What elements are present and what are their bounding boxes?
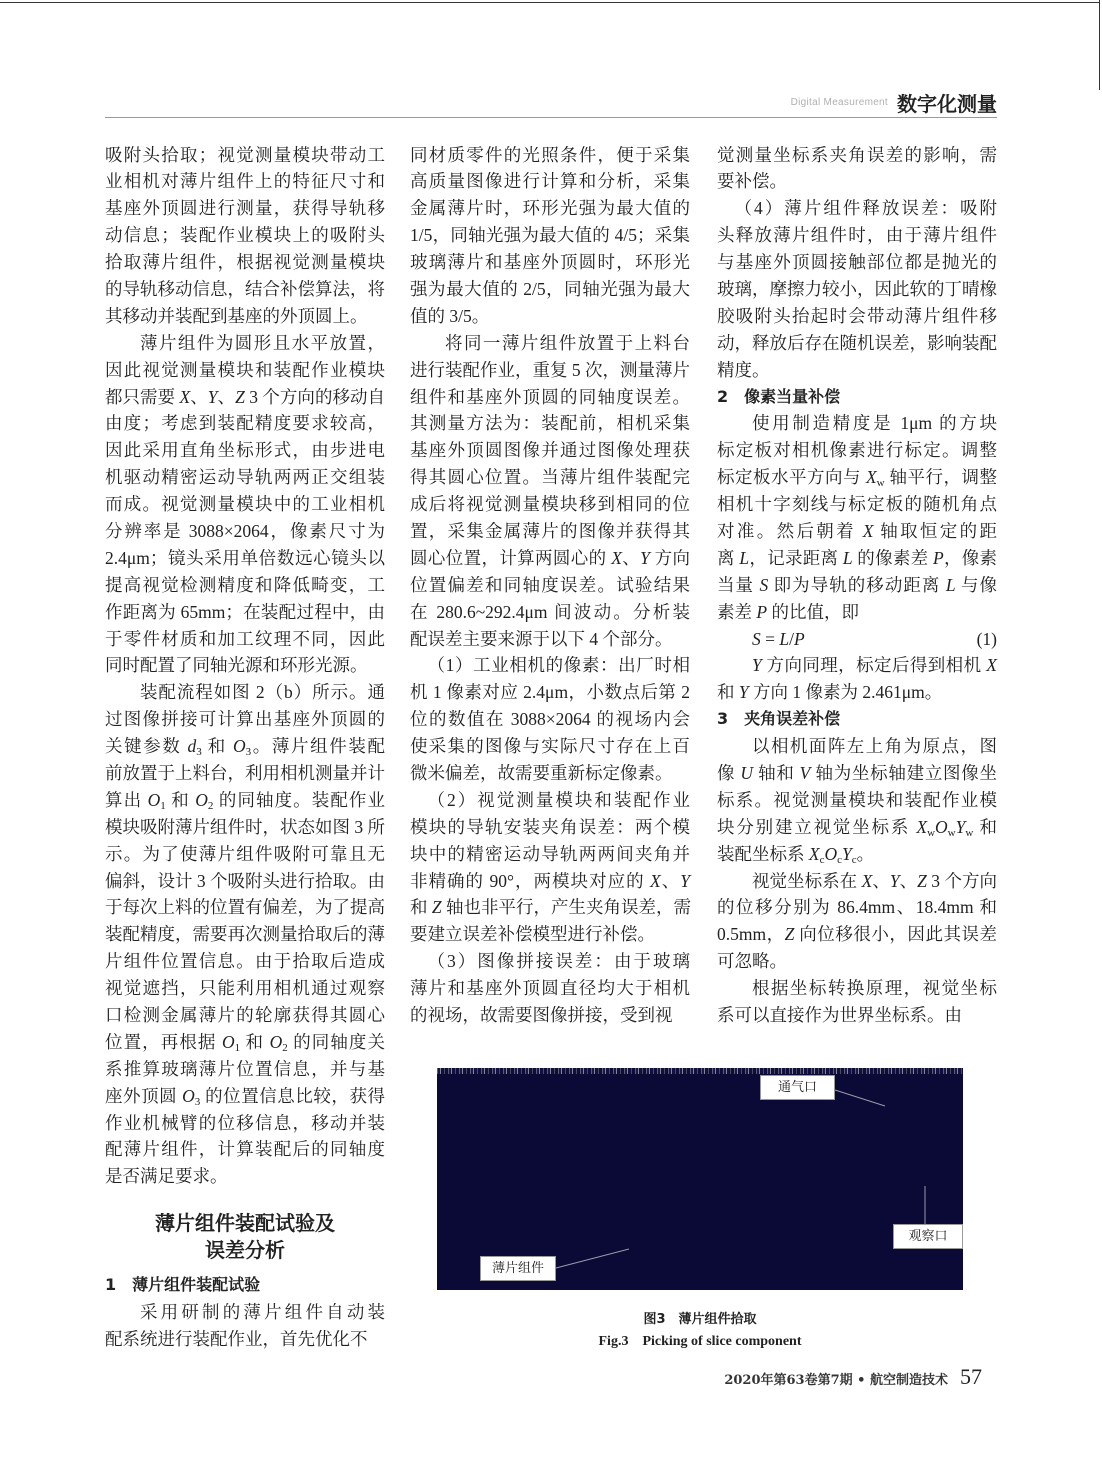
text-line: 要补偿。 <box>717 171 787 192</box>
subscript: 2 <box>282 1041 288 1054</box>
text-line: 示。为了使薄片组件吸附可靠且无 <box>105 843 385 864</box>
text-line: 玻璃薄片和基座外顶圆时，环形光 <box>410 252 690 273</box>
text-line: 精度。 <box>717 359 770 380</box>
text-line <box>105 733 385 760</box>
subscript: c <box>837 853 842 866</box>
text-run: 的同轴度关 <box>287 1031 386 1052</box>
text-line: 业相机对薄片组件上的特征尺寸和 <box>105 171 385 192</box>
subscript: w <box>965 826 974 839</box>
section-name-english: Digital Measurement <box>790 96 888 108</box>
text-line: 机驱动精密运动导轨两两正交组装 <box>105 467 385 488</box>
text-line: （2）视觉测量模块和装配作业 <box>427 789 690 810</box>
text-line: 同时配置了同轴光源和环形光源。 <box>105 655 368 676</box>
text-line: 配系统进行装配作业，首先优化不 <box>105 1329 368 1350</box>
text-line: 系推算玻璃薄片位置信息，并与基 <box>105 1058 385 1079</box>
label-observation-window: 观察口 <box>893 1224 963 1249</box>
text-run: / <box>789 628 794 649</box>
text-line: 在 280.6~292.4μm 间波动。分析装 <box>410 601 690 622</box>
paragraph <box>717 868 997 976</box>
text-line: 过图像拼接可计算出基座外顶圆的 <box>105 709 385 730</box>
text-run: 轴平行，调整 <box>884 467 998 488</box>
text-run: 装配坐标系 <box>717 843 809 864</box>
continued-paragraph <box>105 142 385 330</box>
section-number: 1 <box>105 1275 117 1295</box>
text-line <box>105 384 385 411</box>
journal-issue: 2020年第63卷第7期 • 航空制造技术 <box>724 1373 948 1388</box>
enumerated-paragraph <box>410 787 690 948</box>
text-line: （3）图像拼接误差：由于玻璃 <box>427 951 690 972</box>
label-slice-component: 薄片组件 <box>480 1256 556 1281</box>
text-line <box>717 760 997 787</box>
paragraph <box>717 410 997 625</box>
subscript: w <box>947 826 956 839</box>
text-run: 与像 <box>955 574 998 595</box>
italic-variable: Z <box>235 386 245 407</box>
text-run: 方向 <box>649 547 691 568</box>
text-run: 标定板水平方向与 <box>717 467 866 488</box>
italic-variable: Y <box>889 870 900 891</box>
text-run: 。 <box>856 843 875 864</box>
text-line: 吸附头拾取；视觉测量模块带动工 <box>105 144 385 165</box>
text-run: 和 <box>165 789 196 810</box>
text-line: 模块的导轨安装夹角误差：两个模 <box>410 816 690 837</box>
text-line: 组件和基座外顶圆的同轴度误差。 <box>410 386 690 407</box>
text-column-1 <box>105 142 385 1353</box>
text-line: 薄片组件为圆形且水平放置， <box>140 332 385 353</box>
text-line: 的位移分别为 86.4mm、18.4mm 和 <box>717 897 997 918</box>
italic-variable: Z <box>431 897 442 918</box>
paragraph <box>105 1299 385 1353</box>
text-line: 高质量图像进行计算和分析，采集 <box>410 171 690 192</box>
text-run: 的位置信息比较，获得 <box>200 1085 385 1106</box>
text-line: 相机十字刻线与标定板的随机角点 <box>717 494 997 515</box>
text-run: 关键参数 <box>105 736 188 757</box>
text-line: 微米偏差，故需要重新标定像素。 <box>410 762 673 783</box>
text-run: 位置，再根据 <box>105 1031 222 1052</box>
italic-variable: L <box>945 574 956 595</box>
text-line <box>717 464 997 491</box>
subscript: 2 <box>207 799 214 812</box>
text-line: 机 1 像素对应 2.4μm，小数点后第 2 <box>410 682 690 703</box>
text-line: 于每次上料的位置有偏差，为了提高 <box>105 897 385 918</box>
text-line: 玻璃，摩擦力较小，因此软的丁晴橡 <box>717 278 997 299</box>
enumerated-paragraph <box>717 195 997 383</box>
label-vent: 通气口 <box>760 1075 835 1100</box>
text-line: 胶吸附头抬起时会带动薄片组件移 <box>717 305 997 326</box>
text-column-3 <box>717 142 997 1029</box>
equation-number: (1) <box>976 628 997 649</box>
italic-variable: O <box>824 843 838 864</box>
text-line: 其测量方法为：装配前，相机采集 <box>410 413 690 434</box>
text-run: 和 <box>717 682 739 703</box>
italic-variable: L <box>779 628 790 649</box>
text-line: 可忽略。 <box>717 951 787 972</box>
italic-variable: X <box>916 816 928 837</box>
enumerated-paragraph <box>410 948 690 1029</box>
subscript: 3 <box>194 1095 201 1108</box>
text-line: 1/5，同轴光强为最大值的 4/5；采集 <box>410 225 690 246</box>
text-line: 置，采集金属薄片的图像并获得其 <box>410 520 690 541</box>
italic-variable: V <box>799 762 811 783</box>
italic-variable: O <box>221 1031 235 1052</box>
section-title <box>105 1210 385 1264</box>
italic-variable: Y <box>680 870 691 891</box>
italic-variable: P <box>933 547 944 568</box>
text-line: 2.4μm；镜头采用单倍数远心镜头以 <box>105 547 385 568</box>
italic-variable: S <box>752 628 761 649</box>
text-line: 采用研制的薄片组件自动装 <box>140 1302 385 1323</box>
paragraph <box>717 975 997 1029</box>
text-run: 和 <box>201 736 233 757</box>
section-heading <box>717 706 997 733</box>
italic-variable: O <box>182 1085 195 1106</box>
text-line: 由度；考虑到装配精度要求较高， <box>105 413 385 434</box>
text-run: 3 个方向 <box>926 870 998 891</box>
text-run: 即为导轨的移动距离 <box>768 574 946 595</box>
figure-3-photo <box>437 1068 963 1290</box>
running-footer <box>640 1364 982 1392</box>
italic-variable: X <box>808 843 820 864</box>
text-run: 轴和 <box>752 762 800 783</box>
page-crop-line-top <box>0 2 1100 3</box>
italic-variable: Y <box>955 816 966 837</box>
text-line <box>410 545 690 572</box>
text-run: 的比值，即 <box>767 601 859 622</box>
italic-variable: O <box>195 789 208 810</box>
section-number: 2 <box>717 386 729 406</box>
text-line: 薄片组件装配试验及 <box>155 1211 335 1236</box>
section-heading <box>105 1272 385 1299</box>
section-heading-text: 夹角误差补偿 <box>744 709 841 729</box>
text-line <box>105 787 385 814</box>
text-run: 视觉坐标系在 <box>752 870 862 891</box>
continued-paragraph <box>410 142 690 330</box>
text-line: 使采集的图像与实际尺寸存在上百 <box>410 736 690 757</box>
section-heading-text: 像素当量补偿 <box>744 386 841 406</box>
italic-variable: Y <box>752 655 762 676</box>
text-run: 、 <box>621 547 641 568</box>
text-line: 装配流程如图 2（b）所示。通 <box>140 682 385 703</box>
text-run: 算出 <box>105 789 148 810</box>
text-line: 要建立误差补偿模型进行补偿。 <box>410 924 655 945</box>
text-run: 圆心位置，计算两圆心的 <box>410 547 612 568</box>
italic-variable: P <box>756 601 768 622</box>
text-line: 动信息；装配作业模块上的吸附头 <box>105 225 385 246</box>
italic-variable: Y <box>738 682 749 703</box>
text-line: 头释放薄片组件时，由于薄片组件 <box>717 225 997 246</box>
subscript: 1 <box>160 799 166 812</box>
italic-variable: O <box>147 789 161 810</box>
subscript: w <box>927 826 936 839</box>
text-line: 强为最大值的 2/5，同轴光强为最大 <box>410 278 690 299</box>
text-line <box>717 921 997 948</box>
italic-variable: S <box>759 574 769 595</box>
text-run: ，像素 <box>943 547 998 568</box>
text-line: 位的数值在 3088×2064 的视场内会 <box>410 709 690 730</box>
text-line <box>717 841 997 868</box>
italic-variable: X <box>611 547 622 568</box>
text-line <box>717 679 997 706</box>
text-line: 同材质零件的光照条件，便于采集 <box>410 144 690 165</box>
text-line <box>105 1029 385 1056</box>
text-line <box>410 868 690 895</box>
text-line: 位置偏差和同轴度误差。试验结果 <box>410 574 690 595</box>
text-line: 值的 3/5。 <box>410 305 490 326</box>
text-run: 、 <box>190 386 208 407</box>
text-line: 基座外顶圆图像并通过图像处理获 <box>410 440 690 461</box>
text-run: 都只需要 <box>105 386 180 407</box>
subscript: c <box>851 853 857 866</box>
equation <box>717 626 997 653</box>
text-line <box>717 518 997 545</box>
italic-variable: P <box>793 628 805 649</box>
continued-paragraph <box>717 142 997 196</box>
text-line: 进行装配作业，重复 5 次，测量薄片 <box>410 359 690 380</box>
text-line: 其移动并装配到基座的外顶圆上。 <box>105 305 368 326</box>
subscript: 3 <box>245 746 252 759</box>
text-line: 前放置于上料台，利用相机测量并计 <box>105 762 385 783</box>
text-line: 模块吸附薄片组件时，状态如图 3 所 <box>105 816 385 837</box>
text-run: 轴为坐标轴建立图像坐 <box>810 762 998 783</box>
section-heading-text: 薄片组件装配试验 <box>132 1275 261 1295</box>
text-line: 金属薄片时，环形光强为最大值的 <box>410 198 690 219</box>
text-run: 像 <box>717 762 741 783</box>
text-line <box>410 894 690 921</box>
text-run: 轴取恒定的距 <box>873 520 998 541</box>
figure-caption-chinese: 图3 薄片组件拾取 <box>643 1312 757 1327</box>
italic-variable: Y <box>842 843 852 864</box>
subscript: 1 <box>234 1041 241 1054</box>
italic-variable: Z <box>784 924 795 945</box>
section-heading <box>717 384 997 411</box>
italic-variable: Y <box>640 547 650 568</box>
text-line: 觉测量坐标系夹角误差的影响，需 <box>717 144 997 165</box>
text-line: 装配精度，需要再次测量拾取后的薄 <box>105 924 385 945</box>
text-run: 和 <box>973 816 998 837</box>
italic-variable: X <box>650 870 661 891</box>
text-line <box>717 545 997 572</box>
text-line: 配薄片组件，计算装配后的同轴度 <box>105 1139 385 1160</box>
subscript: w <box>876 477 885 490</box>
page-number: 57 <box>960 1364 982 1389</box>
text-run: 、 <box>217 386 236 407</box>
text-run: 。薄片组件装配 <box>251 736 386 757</box>
text-line <box>717 599 997 626</box>
section-number: 3 <box>717 709 729 729</box>
text-run: 非精确的 90°，两模块对应的 <box>410 870 651 891</box>
subscript: c <box>819 853 825 866</box>
figure-caption-english: Fig.3 Picking of slice component <box>598 1334 802 1349</box>
text-line: 薄片和基座外顶圆直径均大于相机 <box>410 978 690 999</box>
equation-expression <box>752 626 805 653</box>
header-rule <box>105 117 997 118</box>
text-line: 系可以直接作为世界坐标系。由 <box>717 1005 962 1025</box>
text-line: 因此采用直角坐标形式，由步进电 <box>105 440 385 461</box>
text-line <box>717 652 997 679</box>
text-run: 座外顶圆 <box>105 1085 183 1106</box>
text-line: 因此视觉测量模块和装配作业模块 <box>105 359 385 380</box>
text-line: 提高视觉检测精度和降低畸变，工 <box>105 574 385 595</box>
text-run: 、 <box>660 870 681 891</box>
paragraph <box>105 330 385 680</box>
text-line: 而成。视觉测量模块中的工业相机 <box>105 494 385 515</box>
text-run: 向位移很小，因此其误差 <box>794 924 998 945</box>
text-line: 作距离为 65mm；在装配过程中，由 <box>105 601 385 622</box>
text-line: （4）薄片组件释放误差：吸附 <box>734 198 997 219</box>
text-line: 块中的精密运动导轨两两间夹角并 <box>410 843 690 864</box>
italic-variable: X <box>862 520 874 541</box>
text-line: 将同一薄片组件放置于上料台 <box>445 332 690 353</box>
text-run: 和 <box>410 897 432 918</box>
text-line: （1）工业相机的像素：出厂时相 <box>427 655 690 676</box>
text-line: 标系。视觉测量模块和装配作业模 <box>717 789 997 810</box>
text-line: 拾取薄片组件，根据视觉测量模块 <box>105 252 385 273</box>
text-line <box>717 814 997 841</box>
italic-variable: X <box>861 870 873 891</box>
italic-variable: O <box>232 736 246 757</box>
text-run: 对准。然后朝着 <box>717 520 863 541</box>
text-run: 的像素差 <box>852 547 934 568</box>
text-line: 是否满足要求。 <box>105 1166 228 1187</box>
italic-variable: X <box>986 655 997 676</box>
paragraph <box>717 652 997 706</box>
text-run: 当量 <box>717 574 760 595</box>
italic-variable: L <box>739 547 750 568</box>
text-line: 的导轨移动信息，结合补偿算法，将 <box>105 278 385 299</box>
enumerated-paragraph <box>410 652 690 786</box>
text-run: 、 <box>899 870 918 891</box>
italic-variable: Z <box>917 870 927 891</box>
text-run: = <box>760 628 780 649</box>
text-run: 的同轴度。装配作业 <box>213 789 386 810</box>
running-header <box>560 88 997 116</box>
text-line: 作业机械臂的位移信息，移动并装 <box>105 1112 385 1133</box>
italic-variable: L <box>842 547 853 568</box>
text-run: 和 <box>240 1031 270 1052</box>
paragraph <box>717 733 997 867</box>
text-run: 、 <box>872 870 890 891</box>
leader-line-vent <box>835 1090 885 1106</box>
paragraph <box>105 679 385 1190</box>
text-run: 离 <box>717 547 740 568</box>
subscript: 3 <box>196 746 202 759</box>
text-line: 动，释放后存在随机误差，影响装配 <box>717 332 997 353</box>
italic-variable: d <box>187 736 197 757</box>
text-line: 口检测金属薄片的轮廓获得其圆心 <box>105 1005 385 1025</box>
italic-variable: O <box>935 816 948 837</box>
text-run: 方向 1 像素为 2.461μm。 <box>748 682 943 703</box>
text-run: 方向同理，标定后得到相机 <box>761 655 987 676</box>
italic-variable: U <box>740 762 753 783</box>
text-line: 分辨率是 3088×2064，像素尺寸为 <box>105 520 385 541</box>
text-line <box>717 868 997 895</box>
text-line: 以相机面阵左上角为原点，图 <box>752 736 997 757</box>
italic-variable: X <box>865 467 877 488</box>
paragraph <box>410 330 690 653</box>
italic-variable: O <box>269 1031 283 1052</box>
text-line: 误差分析 <box>205 1238 285 1263</box>
text-line: 根据坐标转换原理，视觉坐标 <box>752 978 997 999</box>
text-line: 与基座外顶圆接触部位都是抛光的 <box>717 252 997 273</box>
text-line: 得其圆心位置。当薄片组件装配完 <box>410 467 690 488</box>
text-run: 素差 <box>717 601 757 622</box>
text-line: 使用制造精度是 1μm 的方块 <box>752 413 997 434</box>
text-column-2 <box>410 142 690 1029</box>
text-line <box>717 572 997 599</box>
text-line <box>105 1083 385 1110</box>
text-line: 于零件材质和加工纹理不同，因此 <box>105 628 385 649</box>
text-line: 偏斜，设计 3 个吸附头进行拾取。由 <box>105 870 385 891</box>
text-run: 块分别建立视觉坐标系 <box>717 816 917 837</box>
text-run: 轴也非平行，产生夹角误差，需 <box>441 897 691 918</box>
text-run: 3 个方向的移动自 <box>244 386 386 407</box>
text-line: 视觉遮挡，只能利用相机通过观察 <box>105 978 385 999</box>
text-line: 基座外顶圆进行测量，获得导轨移 <box>105 198 385 219</box>
text-line: 片组件位置信息。由于拾取后造成 <box>105 951 385 972</box>
text-run: 0.5mm， <box>717 924 785 945</box>
leader-line-component <box>556 1249 629 1268</box>
text-run: ，记录距离 <box>749 547 843 568</box>
italic-variable: Y <box>207 386 218 407</box>
italic-variable: X <box>179 386 191 407</box>
text-line: 标定板对相机像素进行标定。调整 <box>717 440 997 461</box>
text-line: 成后将视觉测量模块移到相同的位 <box>410 494 690 515</box>
section-name-chinese: 数字化测量 <box>897 91 997 116</box>
text-line: 的视场，故需要图像拼接，受到视 <box>410 1005 673 1025</box>
page-crop-line-right <box>1099 0 1100 90</box>
text-line: 配误差主要来源于以下 4 个部分。 <box>410 628 673 649</box>
